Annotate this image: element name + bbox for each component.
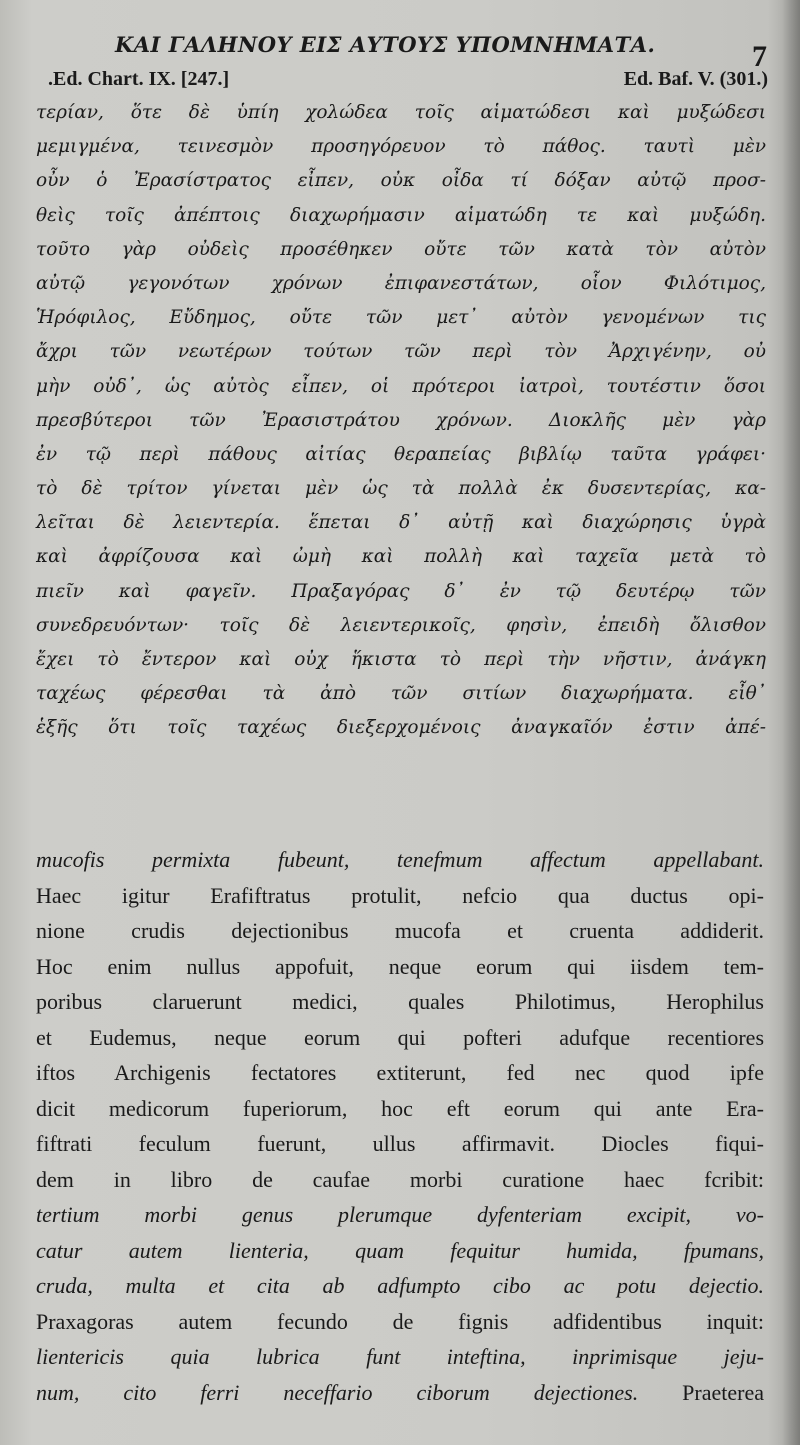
edition-reference-line bbox=[48, 68, 768, 94]
latin-line: poribus claruerunt medici, quales Philotimus, Herophilus bbox=[36, 989, 764, 1014]
edition-basel-reference: Ed. Baf. V. (301.) bbox=[623, 68, 768, 90]
latin-line-catchword: Praeterea bbox=[682, 1379, 764, 1405]
latin-line: Hoc enim nullus appofuit, neque eorum qui iisdem tem- bbox=[36, 953, 764, 979]
greek-line: αὐτῷ γεγονότων χρόνων ἐπιφανεστάτων, οἷον Φιλότιμος, bbox=[36, 272, 766, 294]
latin-line: cruda, multa et cita ab adfumpto cibo ac potu dejectio. bbox=[36, 1273, 764, 1298]
page-edge-shadow bbox=[782, 0, 800, 1445]
latin-line: fiftrati feculum fuerunt, ullus affirmavit. Diocles fiqui- bbox=[36, 1131, 764, 1156]
greek-line: λεῖται δὲ λειεντερία. ἕπεται δ᾽ αὐτῇ καὶ διαχώρησις ὑγρὰ bbox=[36, 512, 766, 534]
latin-text-block bbox=[36, 842, 764, 1410]
latin-line: iftos Archigenis fectatores extiterunt, fed nec quod ipfe bbox=[36, 1060, 764, 1085]
greek-line: ἄχρι τῶν νεωτέρων τούτων τῶν περὶ τὸν Ἀρχιγένην, οὐ bbox=[36, 341, 766, 363]
latin-line: Praxagoras autem fecundo de fignis adfidentibus inquit: bbox=[36, 1308, 764, 1334]
greek-line: ἑξῆς ὅτι τοῖς ταχέως διεξερχομένοις ἀναγκαῖόν ἐστιν ἀπέ- bbox=[36, 717, 766, 739]
latin-line: mucofis permixta fubeunt, tenefmum affectum appellabant. bbox=[36, 847, 764, 872]
latin-line: dicit medicorum fuperiorum, hoc eft eorum qui ante Era- bbox=[36, 1095, 764, 1121]
running-head bbox=[0, 28, 800, 73]
latin-line: dem in libro de caufae morbi curatione haec fcribit: bbox=[36, 1166, 764, 1192]
greek-line: μεμιγμένα, τεινεσμὸν προσηγόρευον τὸ πάθος. ταυτὶ μὲν bbox=[36, 136, 766, 158]
edition-chart-reference: .Ed. Chart. IX. [247.] bbox=[48, 68, 230, 90]
greek-line: μὴν οὐδ᾽, ὡς αὐτὸς εἶπεν, οἱ πρότεροι ἰατροὶ, τουτέστιν ὅσοι bbox=[36, 375, 766, 397]
greek-line: τοῦτο γὰρ οὐδεὶς προσέθηκεν οὔτε τῶν κατὰ τὸν αὐτὸν bbox=[36, 238, 766, 260]
greek-line: πιεῖν καὶ φαγεῖν. Πραξαγόρας δ᾽ ἐν τῷ δευτέρῳ τῶν bbox=[36, 580, 766, 602]
greek-line: ἐν τῷ περὶ πάθους αἰτίας θεραπείας βιβλίῳ ταῦτα γράφει· bbox=[36, 443, 766, 465]
greek-text-block bbox=[36, 96, 766, 746]
page-number: 7 bbox=[752, 40, 767, 73]
latin-line: catur autem lienteria, quam fequitur humida, fpumans, bbox=[36, 1237, 764, 1263]
running-title: ΚΑΙ ΓΑΛΗΝΟΥ ΕΙΣ ΑΥΤΟΥΣ ΥΠΟΜΝΗΜΑΤΑ. bbox=[115, 32, 656, 57]
latin-line: Haec igitur Erafiftratus protulit, nefcio qua ductus opi- bbox=[36, 882, 764, 908]
greek-line: ἔχει τὸ ἔντερον καὶ οὐχ ἥκιστα τὸ περὶ τὴν νῆστιν, ἀνάγκη bbox=[36, 649, 766, 670]
latin-line-final bbox=[36, 1375, 764, 1411]
greek-line: συνεδρευόντων· τοῖς δὲ λειεντερικοῖς, φησὶν, ἐπειδὴ ὄλισθον bbox=[36, 614, 766, 636]
greek-line: Ἡρόφιλος, Εὔδημος, οὔτε τῶν μετ᾽ αὐτὸν γενομένων τις bbox=[36, 307, 766, 329]
greek-line: ταχέως φέρεσθαι τὰ ἀπὸ τῶν σιτίων διαχωρήματα. εἶθ᾽ bbox=[36, 683, 766, 705]
greek-line: πρεσβύτεροι τῶν Ἐρασιστράτου χρόνων. Διοκλῆς μὲν γὰρ bbox=[36, 409, 766, 431]
latin-line: et Eudemus, neque eorum qui pofteri adufque recentiores bbox=[36, 1024, 764, 1050]
greek-line: οὖν ὁ Ἐρασίστρατος εἶπεν, οὐκ οἶδα τί δόξαν αὐτῷ προσ- bbox=[36, 170, 766, 192]
greek-line: θεὶς τοῖς ἀπέπτοις διαχωρήμασιν αἱματώδη τε καὶ μυξώδη. bbox=[36, 204, 766, 226]
latin-line-italic-part: num, cito ferri neceffario ciborum dejectiones. bbox=[36, 1379, 639, 1405]
latin-line: tertium morbi genus plerumque dyfenteriam excipit, vo- bbox=[36, 1202, 764, 1227]
latin-line: lientericis quia lubrica funt inteftina, inprimisque jeju- bbox=[36, 1344, 764, 1369]
latin-line: nione crudis dejectionibus mucofa et cruenta addiderit. bbox=[36, 918, 764, 943]
greek-line: καὶ ἀφρίζουσα καὶ ὠμὴ καὶ πολλὴ καὶ ταχεῖα μετὰ τὸ bbox=[36, 546, 766, 568]
greek-line: τερίαν, ὅτε δὲ ὑπίη χολώδεα τοῖς αἱματώδεσι καὶ μυξώδεσι bbox=[36, 102, 766, 123]
greek-line: τὸ δὲ τρίτον γίνεται μὲν ὡς τὰ πολλὰ ἐκ δυσεντερίας, κα- bbox=[36, 478, 766, 500]
